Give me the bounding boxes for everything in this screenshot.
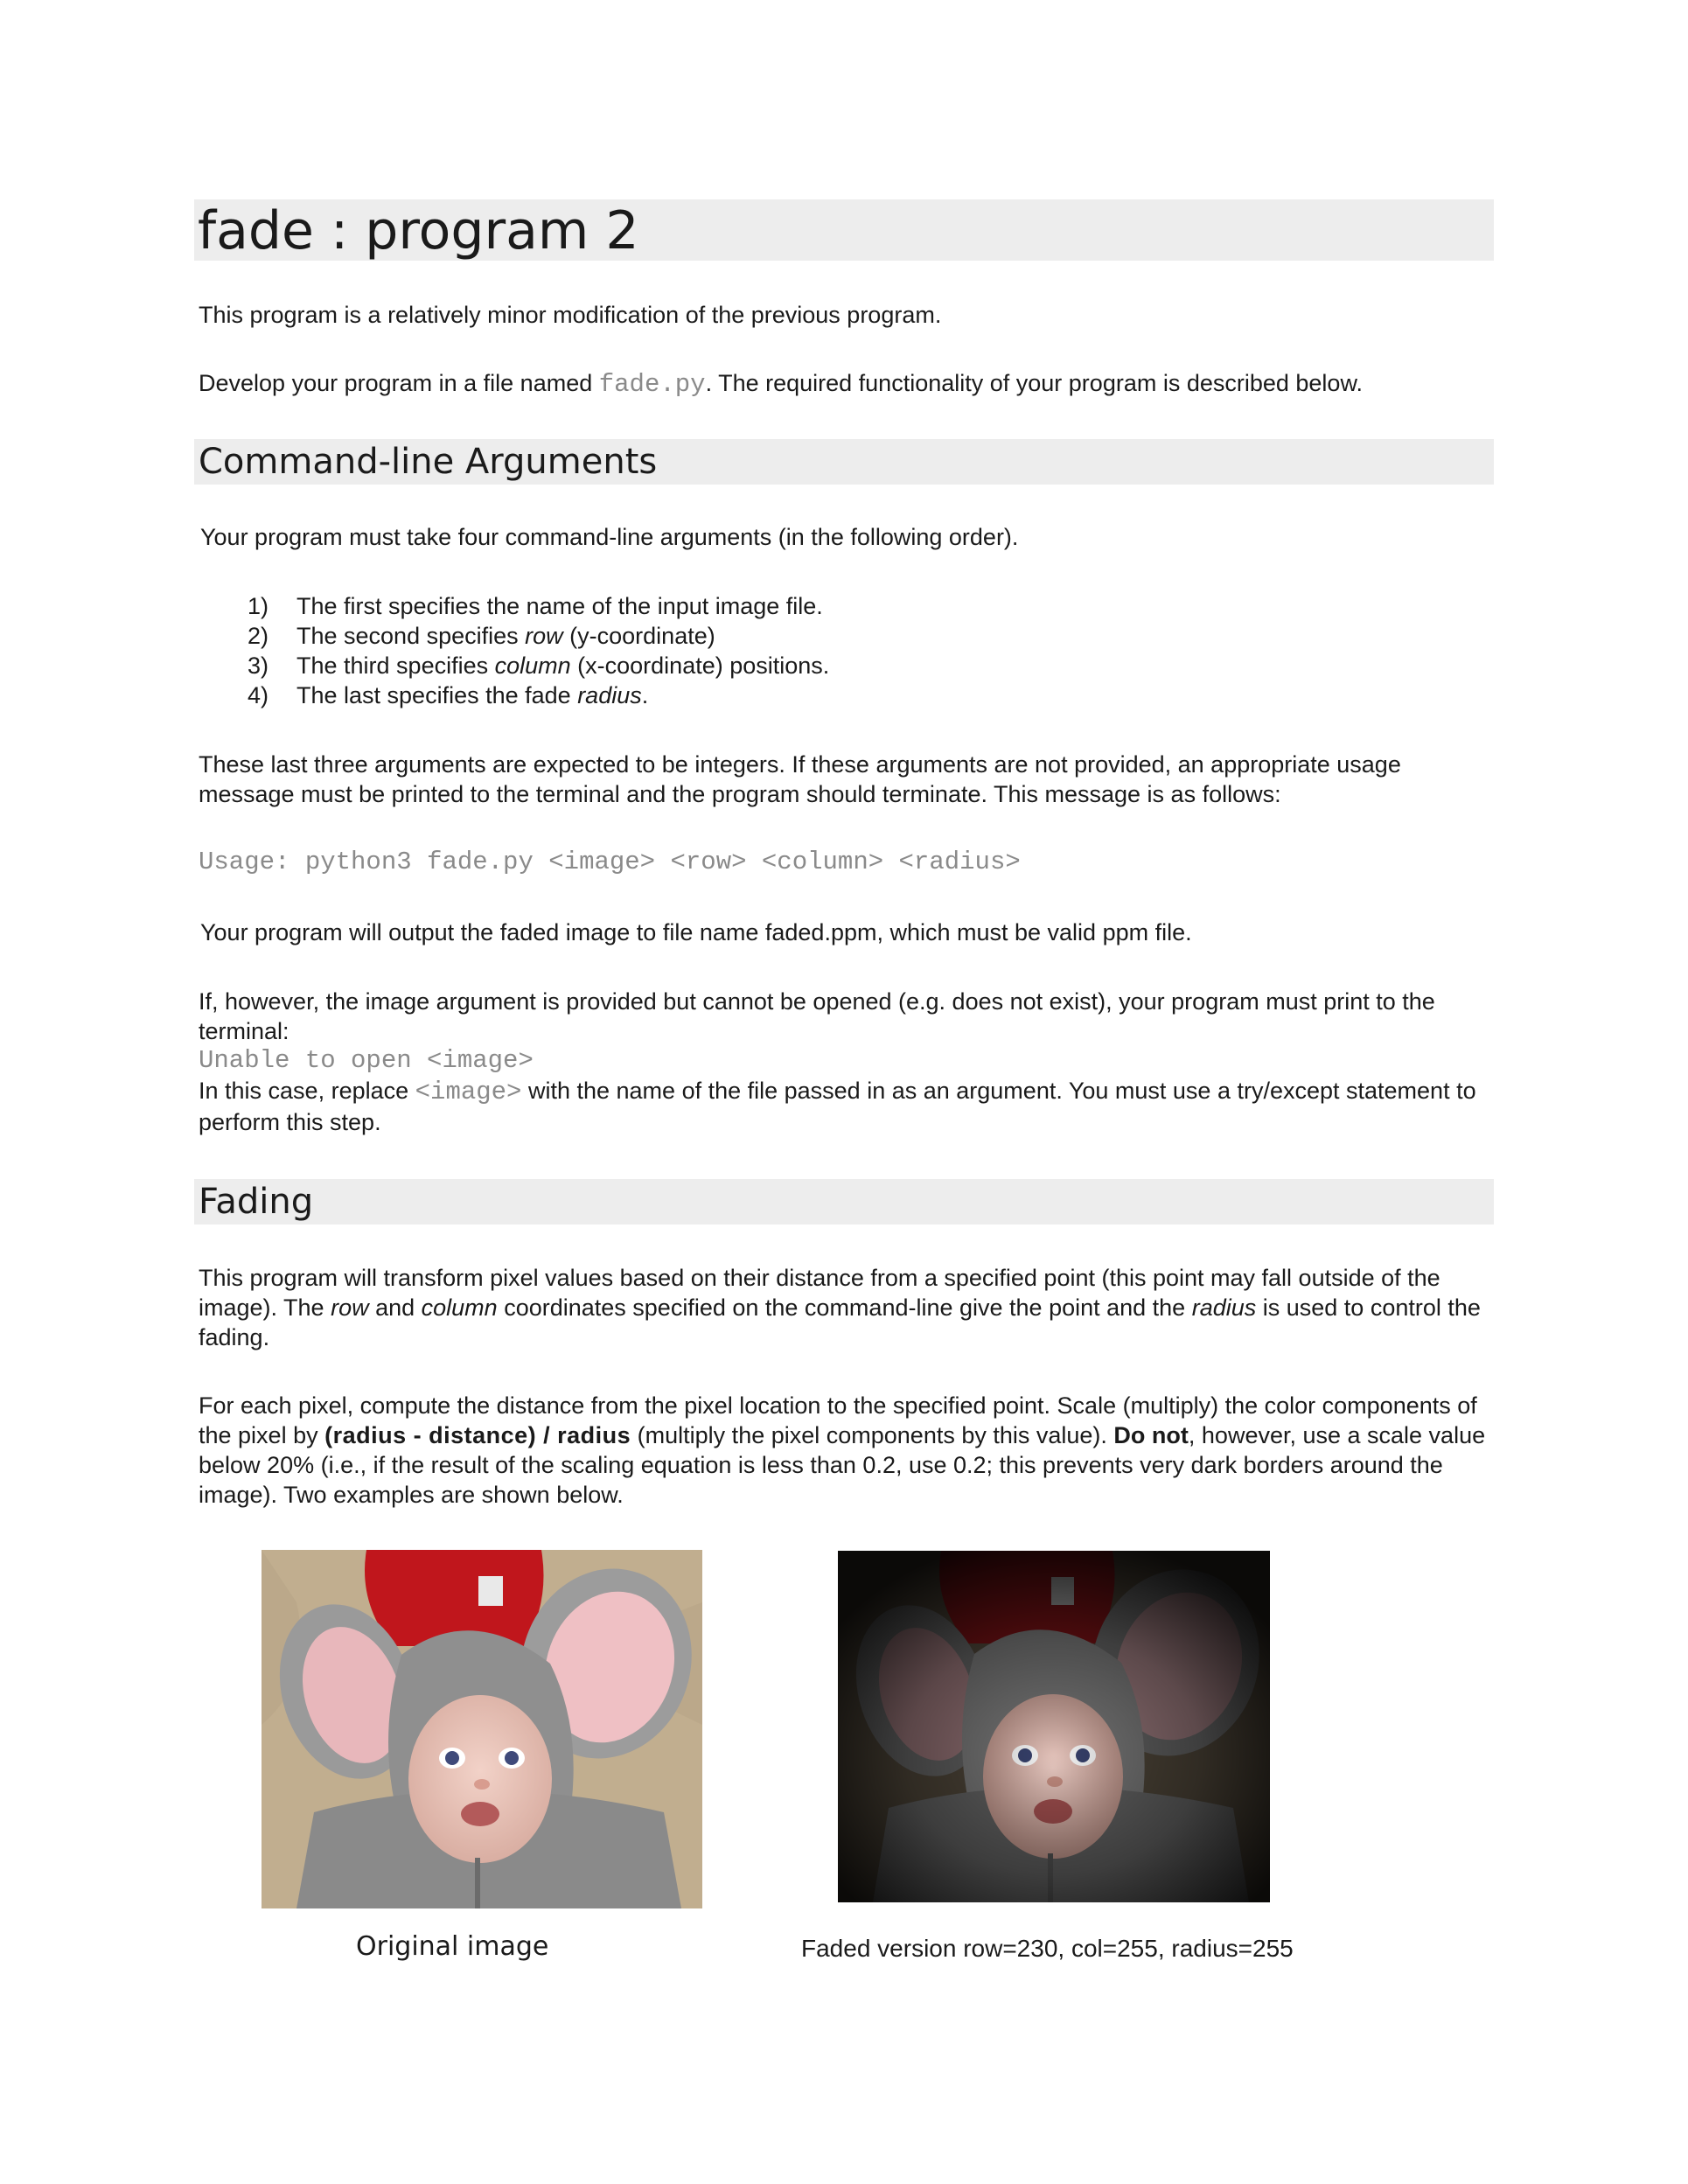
output-paragraph: Your program will output the faded image to file name faded.ppm, which must be valid ppm file.	[200, 919, 1192, 945]
section-heading-fading: Fading	[199, 1182, 314, 1222]
unable-message: Unable to open <image>	[199, 1046, 534, 1075]
filename-paragraph: Develop your program in a file named fade.py. The required functionality of your program is described below.	[199, 370, 1363, 399]
original-caption: Original image	[356, 1931, 549, 1962]
arguments-list	[199, 591, 1423, 710]
list-item: 3) The third specifies column (x-coordinate) positions.	[248, 652, 830, 679]
arguments-lead: Your program must take four command-line arguments (in the following order).	[200, 524, 1019, 550]
section-heading-arguments: Command-line Arguments	[199, 442, 658, 482]
section-banner-fading	[194, 1179, 1494, 1225]
usage-message: Usage: python3 fade.py <image> <row> <column> <radius>	[199, 848, 1021, 876]
image-placeholder-code: <image>	[415, 1078, 522, 1106]
filename-code: fade.py	[598, 370, 706, 399]
page-title: fade : program 2	[198, 200, 639, 262]
intro-paragraph: This program is a relatively minor modification of the previous program.	[199, 302, 942, 328]
faded-image	[838, 1551, 1270, 1902]
list-item: 1) The first specifies the name of the input image file.	[248, 593, 823, 619]
fading-paragraph-1: This program will transform pixel values based on their distance from a specified point (this point may fall outside of the image). The row and column coordinates specified on the command-line give the point and the radius is used to control the fading.	[199, 1265, 1481, 1350]
list-item: 4) The last specifies the fade radius.	[248, 682, 649, 708]
faded-caption: Faded version row=230, col=255, radius=255	[801, 1935, 1294, 1962]
list-item: 2) The second specifies row (y-coordinate)	[248, 623, 715, 649]
open-error-paragraph: If, however, the image argument is provided but cannot be opened (e.g. does not exist), your program must print to the terminal:	[199, 988, 1435, 1044]
original-image	[262, 1550, 702, 1908]
integers-paragraph: These last three arguments are expected to be integers. If these arguments are not provided, an appropriate usage message must be printed to the terminal and the program should terminate. This message is as follows:	[199, 751, 1401, 807]
scale-formula: (radius - distance) / radius	[324, 1422, 631, 1448]
fading-paragraph-2: For each pixel, compute the distance from the pixel location to the specified point. Scale (multiply) the color components of the pixel by (radius - distance) / radius (multiply the pixel components by this value). Do not, however, use a scale value below 20% (i.e., if the result of the scaling equation is less than 0.2, use 0.2; this prevents very dark borders around the image). Two examples are shown below.	[199, 1392, 1486, 1508]
replace-paragraph: In this case, replace <image> with the name of the file passed in as an argument. You must use a try/except statement to perform this step.	[199, 1078, 1476, 1135]
